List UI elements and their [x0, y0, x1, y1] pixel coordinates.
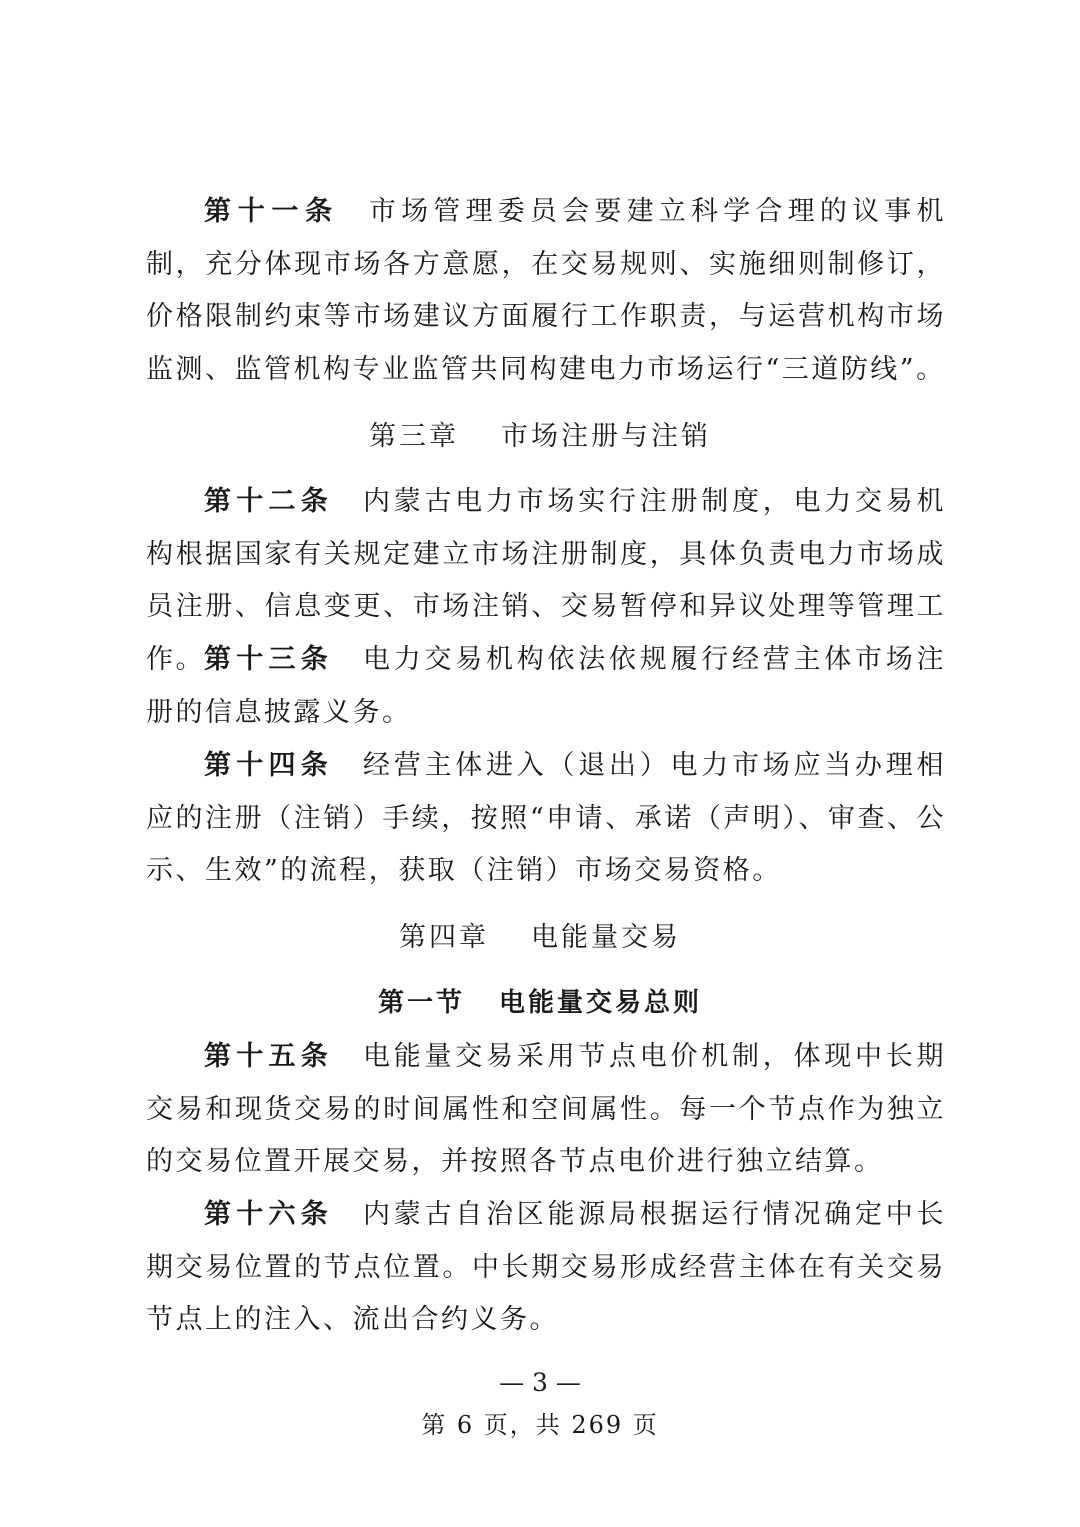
article-text: 内蒙古电力市场实行注册制度，电力交易机构根据国家有关规定建立市场注册制度，具体负责电力市场成员注册、信息变更、市场注销、交易暂停和异议处理等管理工作。 [146, 486, 946, 675]
section-title: 电能量交易总则 [499, 988, 703, 1018]
chapter-number: 第三章 [369, 421, 459, 452]
chapter-number: 第四章 [399, 922, 489, 953]
chapter-title: 市场注册与注销 [501, 421, 711, 452]
section-heading-1 [0, 983, 1080, 1023]
article-text: 市场管理委员会要建立科学合理的议事机制，充分体现市场各方意愿，在交易规则、实施细则制修订，价格限制约束等市场建议方面履行工作职责，与运营机构市场监测、监管机构专业监管共同构建电力市场运行“三道防线”。 [146, 196, 947, 385]
page-number-marker: — 3 — [499, 1368, 581, 1397]
article-text: 经营主体进入（退出）电力市场应当办理相应的注册（注销）手续，按照“申请、承诺（声明）、审查、公示、生效”的流程，获取（注销）市场交易资格。 [146, 750, 946, 886]
article-14 [146, 740, 946, 898]
section-number: 第一节 [377, 988, 465, 1018]
article-text: 电力交易机构依法依规履行经营主体市场注册的信息披露义务。 [146, 644, 946, 728]
article-label: 第十三条 [204, 644, 333, 675]
article-text: 内蒙古自治区能源局根据运行情况确定中长期交易位置的节点位置。中长期交易形成经营主体在有关交易节点上的注入、流出合约义务。 [146, 1199, 946, 1335]
page-count-footer: 第 6 页，共 269 页 [421, 1411, 659, 1439]
article-label: 第十四条 [204, 750, 333, 781]
chapter-title: 电能量交易 [531, 922, 681, 953]
article-15 [146, 1031, 946, 1189]
article-label: 第十二条 [204, 486, 333, 517]
article-label: 第十六条 [204, 1199, 333, 1230]
article-text: 电能量交易采用节点电价机制，体现中长期交易和现货交易的时间属性和空间属性。每一个节点作为独立的交易位置开展交易，并按照各节点电价进行独立结算。 [146, 1041, 946, 1177]
chapter-heading-3 [0, 417, 1080, 457]
article-11 [146, 186, 946, 396]
chapter-heading-4 [0, 918, 1080, 958]
article-label: 第十一条 [204, 196, 339, 227]
article-label: 第十五条 [204, 1041, 333, 1072]
article-16 [146, 1189, 946, 1347]
article-13 [146, 634, 946, 739]
